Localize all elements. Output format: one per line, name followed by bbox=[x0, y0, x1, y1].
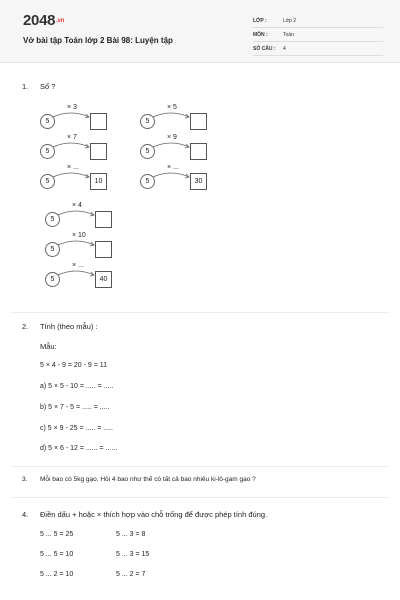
q2-line-c: c) 5 × 9 - 25 = ..... = ..... bbox=[40, 425, 113, 432]
start-number-circle: 5 bbox=[140, 114, 155, 129]
meta-mon bbox=[253, 32, 383, 42]
meta-socau bbox=[253, 46, 383, 56]
operation-label: × ... bbox=[67, 164, 79, 171]
q1-number: 1. bbox=[22, 82, 29, 91]
divider bbox=[10, 312, 390, 313]
q2-sample: 5 × 4 - 9 = 20 - 9 = 11 bbox=[40, 362, 107, 369]
q2-line-b: b) 5 × 7 - 5 = ..... = ..... bbox=[40, 404, 110, 411]
operation-label: × 5 bbox=[167, 104, 177, 111]
arrow-icon bbox=[52, 111, 92, 121]
operation-label: × 7 bbox=[67, 134, 77, 141]
answer-box[interactable] bbox=[190, 113, 207, 130]
answer-box[interactable] bbox=[190, 143, 207, 160]
q2-number: 2. bbox=[22, 322, 29, 331]
logo-text: 2048 bbox=[23, 12, 56, 29]
meta-socau-label: SỐ CÂU : bbox=[253, 46, 276, 52]
meta-lop-value: Lớp 2 bbox=[283, 18, 297, 24]
answer-box[interactable] bbox=[90, 113, 107, 130]
page-title: Vở bài tập Toán lớp 2 Bài 98: Luyện tập bbox=[23, 36, 173, 45]
operation-label: × 10 bbox=[72, 232, 86, 239]
meta-socau-value: 4 bbox=[283, 46, 286, 52]
answer-box[interactable]: 10 bbox=[90, 173, 107, 190]
q4-right-1: 5 ... 3 = 8 bbox=[116, 531, 146, 538]
q3-number: 3. bbox=[22, 476, 28, 483]
q4-left-2: 5 ... 5 = 10 bbox=[40, 551, 74, 558]
start-number-circle: 5 bbox=[45, 272, 60, 287]
arrow-icon bbox=[57, 269, 97, 279]
operation-label: × 9 bbox=[167, 134, 177, 141]
q4-left-3: 5 ... 2 = 10 bbox=[40, 571, 74, 578]
start-number-circle: 5 bbox=[45, 242, 60, 257]
operation-label: × 4 bbox=[72, 202, 82, 209]
answer-box[interactable] bbox=[95, 211, 112, 228]
start-number-circle: 5 bbox=[40, 144, 55, 159]
start-number-circle: 5 bbox=[40, 174, 55, 189]
q2-sample-label: Mẫu: bbox=[40, 342, 57, 351]
q4-right-2: 5 ... 3 = 15 bbox=[116, 551, 150, 558]
q1-title: Số ? bbox=[40, 82, 56, 91]
q4-text: Điền dấu + hoặc × thích hợp vào chỗ trống để được phép tính đúng. bbox=[40, 510, 268, 519]
meta-lop bbox=[253, 18, 383, 28]
q2-line-a: a) 5 × 5 - 10 = ..... = ..... bbox=[40, 383, 114, 390]
meta-mon-value: Toán bbox=[283, 32, 294, 38]
answer-box[interactable]: 30 bbox=[190, 173, 207, 190]
arrow-icon bbox=[57, 209, 97, 219]
operation-label: × 3 bbox=[67, 104, 77, 111]
logo-suffix: .vn bbox=[56, 18, 64, 25]
q4-right-3: 5 ... 2 = 7 bbox=[116, 571, 146, 578]
divider bbox=[10, 497, 390, 498]
q3-text: Mỗi bao có 5kg gạo. Hỏi 4 bao như thế có tất cả bao nhiêu ki-lô-gam gạo ? bbox=[40, 476, 256, 483]
start-number-circle: 5 bbox=[45, 212, 60, 227]
q4-left-1: 5 ... 5 = 25 bbox=[40, 531, 74, 538]
page-header bbox=[0, 0, 400, 63]
arrow-icon bbox=[57, 239, 97, 249]
operation-label: × ... bbox=[167, 164, 179, 171]
answer-box[interactable]: 40 bbox=[95, 271, 112, 288]
operation-label: × ... bbox=[72, 262, 84, 269]
arrow-icon bbox=[152, 141, 192, 151]
site-logo[interactable] bbox=[23, 12, 64, 29]
q4-number: 4. bbox=[22, 510, 29, 519]
answer-box[interactable] bbox=[95, 241, 112, 258]
arrow-icon bbox=[152, 171, 192, 181]
divider bbox=[10, 466, 390, 467]
meta-lop-label: LỚP : bbox=[253, 18, 267, 24]
q2-line-d: d) 5 × 6 - 12 = ...... = ...... bbox=[40, 445, 118, 452]
meta-mon-label: MÔN : bbox=[253, 32, 268, 38]
start-number-circle: 5 bbox=[140, 144, 155, 159]
start-number-circle: 5 bbox=[140, 174, 155, 189]
arrow-icon bbox=[152, 111, 192, 121]
arrow-icon bbox=[52, 141, 92, 151]
answer-box[interactable] bbox=[90, 143, 107, 160]
start-number-circle: 5 bbox=[40, 114, 55, 129]
arrow-icon bbox=[52, 171, 92, 181]
q2-title: Tính (theo mẫu) : bbox=[40, 322, 98, 331]
